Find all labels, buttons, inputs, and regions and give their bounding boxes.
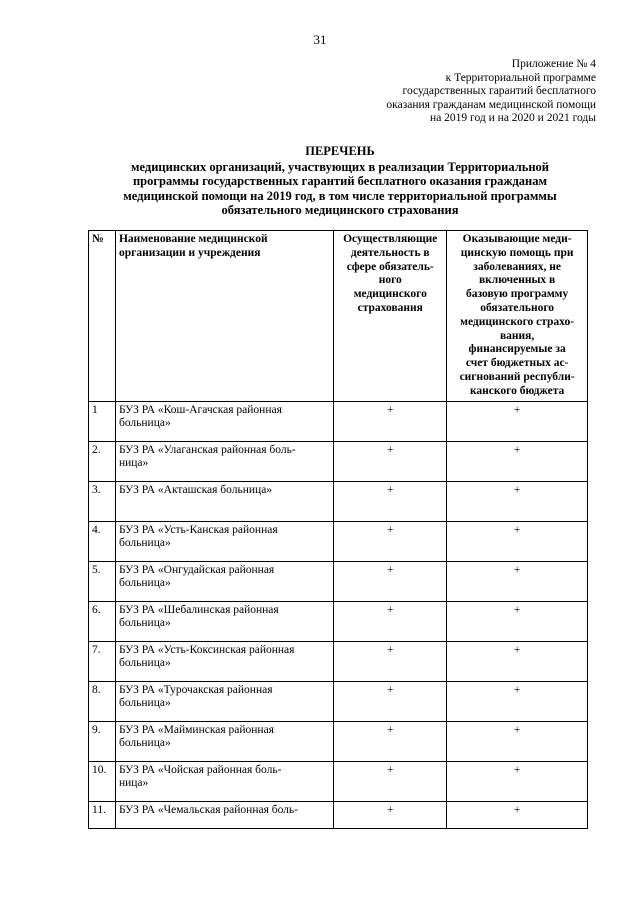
organization-name-line: БУЗ РА «Кош-Агачская районная: [118, 403, 282, 416]
organization-name: [115, 801, 333, 828]
header-name-line: Наименование медицинской: [118, 233, 268, 245]
header-budget-line: включенных в: [478, 274, 556, 287]
organization-name-line: больница»: [118, 617, 171, 630]
organization-name: [115, 601, 333, 641]
header-budget-line: цинскую помощь при: [460, 246, 574, 259]
organization-name: [115, 401, 333, 441]
organization-name-line: БУЗ РА «Улаганская районная боль-: [118, 443, 296, 456]
header-oms-line: медицинского: [353, 288, 427, 301]
organization-name-line: БУЗ РА «Чемальская районная боль-: [118, 803, 298, 816]
row-number: 9.: [89, 721, 116, 761]
row-number: 10.: [89, 761, 116, 801]
organization-name: [115, 721, 333, 761]
header-budget-line: финансируемые за: [468, 343, 566, 356]
row-number: 5.: [89, 561, 116, 601]
title-line: медицинской помощи на 2019 год, в том числе территориальной программы: [123, 188, 557, 203]
page-number: 31: [313, 32, 327, 47]
budget-mark: +: [447, 761, 588, 801]
oms-mark: +: [334, 401, 447, 441]
header-budget-line: канского бюджета: [469, 384, 565, 397]
row-number: 7.: [89, 641, 116, 681]
table-row: [89, 561, 588, 601]
oms-mark: +: [334, 681, 447, 721]
row-number: 2.: [89, 441, 116, 481]
row-number: 4.: [89, 521, 116, 561]
appendix-line: государственных гарантий бесплатного: [402, 85, 596, 98]
oms-mark: +: [334, 601, 447, 641]
header-oms-line: Осуществляющие: [343, 233, 438, 245]
header-name-line: организации и учреждения: [118, 246, 261, 259]
header-budget-line: базовую программу: [465, 288, 569, 301]
budget-mark: +: [447, 681, 588, 721]
title-line: обязательного медицинского страхования: [221, 203, 459, 218]
organization-name: [115, 761, 333, 801]
header-oms-line: сфере обязатель-: [346, 260, 434, 273]
oms-mark: +: [334, 481, 447, 521]
budget-mark: +: [447, 441, 588, 481]
organization-name-line: БУЗ РА «Майминская районная: [118, 723, 274, 736]
organization-name-line: больница»: [118, 737, 171, 750]
table-row: [89, 401, 588, 441]
oms-mark: +: [334, 641, 447, 681]
appendix-line: Приложение № 4: [511, 58, 596, 70]
budget-mark: +: [447, 801, 588, 828]
budget-mark: +: [447, 401, 588, 441]
oms-mark: +: [334, 561, 447, 601]
organization-name-line: больница»: [118, 537, 171, 550]
budget-mark: +: [447, 721, 588, 761]
table-row: [89, 721, 588, 761]
row-number: 8.: [89, 681, 116, 721]
table-row: [89, 641, 588, 681]
header-budget-line: вания,: [499, 329, 535, 342]
header-budget-line: сигнований республи-: [459, 370, 575, 383]
budget-mark: +: [447, 481, 588, 521]
title-line: программы государственных гарантий бесплатного оказания гражданам: [132, 174, 548, 189]
oms-mark: +: [334, 521, 447, 561]
oms-mark: +: [334, 761, 447, 801]
appendix-line: оказания гражданам медицинской помощи: [386, 98, 596, 111]
header-oms: [334, 231, 447, 402]
organization-name: [115, 641, 333, 681]
organization-name: [115, 561, 333, 601]
organization-name-line: больница»: [118, 577, 171, 590]
header-num: №: [89, 231, 116, 402]
appendix-line: на 2019 год и на 2020 и 2021 годы: [430, 112, 596, 125]
oms-mark: +: [334, 721, 447, 761]
organization-name-line: БУЗ РА «Шебалинская районная: [118, 603, 279, 616]
budget-mark: +: [447, 561, 588, 601]
organization-name-line: больница»: [118, 417, 171, 430]
table-row: [89, 481, 588, 521]
table-header-row: [89, 231, 588, 402]
organization-name: [115, 681, 333, 721]
organization-name: [115, 481, 333, 521]
organization-name-line: БУЗ РА «Усть-Коксинская районная: [118, 643, 295, 656]
header-budget-line: обязательного: [480, 301, 555, 314]
budget-mark: +: [447, 601, 588, 641]
table-row: [89, 521, 588, 561]
appendix-note: [386, 58, 596, 126]
header-name: [115, 231, 333, 402]
header-budget-line: Оказывающие меди-: [462, 233, 572, 245]
table-row: [89, 801, 588, 828]
row-number: 6.: [89, 601, 116, 641]
budget-mark: +: [447, 521, 588, 561]
header-oms-line: страхования: [357, 301, 423, 314]
oms-mark: +: [334, 441, 447, 481]
title-heading: ПЕРЕЧЕНЬ: [305, 144, 375, 158]
table-row: [89, 601, 588, 641]
row-number: 1: [89, 401, 116, 441]
header-budget-line: медицинского страхо-: [460, 315, 575, 328]
row-number: 11.: [89, 801, 116, 828]
header-oms-line: деятельность в: [350, 246, 430, 259]
header-budget: [447, 231, 588, 402]
table-row: [89, 681, 588, 721]
header-budget-line: заболеваниях, не: [473, 260, 562, 273]
organization-name-line: БУЗ РА «Онгудайская районная: [118, 563, 275, 576]
header-budget-line: счет бюджетных ас-: [465, 357, 569, 370]
organization-name-line: ница»: [118, 777, 149, 790]
row-number: 3.: [89, 481, 116, 521]
organizations-table: [88, 230, 588, 829]
organization-name-line: больница»: [118, 697, 171, 710]
organization-name: [115, 441, 333, 481]
table-row: [89, 761, 588, 801]
header-oms-line: ного: [378, 274, 402, 287]
organization-name-line: больница»: [118, 657, 171, 670]
organization-name: [115, 521, 333, 561]
organization-name-line: ница»: [118, 457, 149, 470]
oms-mark: +: [334, 801, 447, 828]
organization-name-line: БУЗ РА «Усть-Канская районная: [118, 523, 278, 536]
document-title: [90, 144, 590, 218]
title-line: медицинских организаций, участвующих в реализации Территориальной: [131, 159, 549, 174]
organization-name-line: БУЗ РА «Акташская больница»: [118, 483, 273, 496]
budget-mark: +: [447, 641, 588, 681]
appendix-line: к Территориальной программе: [445, 71, 596, 84]
organization-name-line: БУЗ РА «Турочакская районная: [118, 683, 273, 696]
organization-name-line: БУЗ РА «Чойская районная боль-: [118, 763, 282, 776]
table-row: [89, 441, 588, 481]
